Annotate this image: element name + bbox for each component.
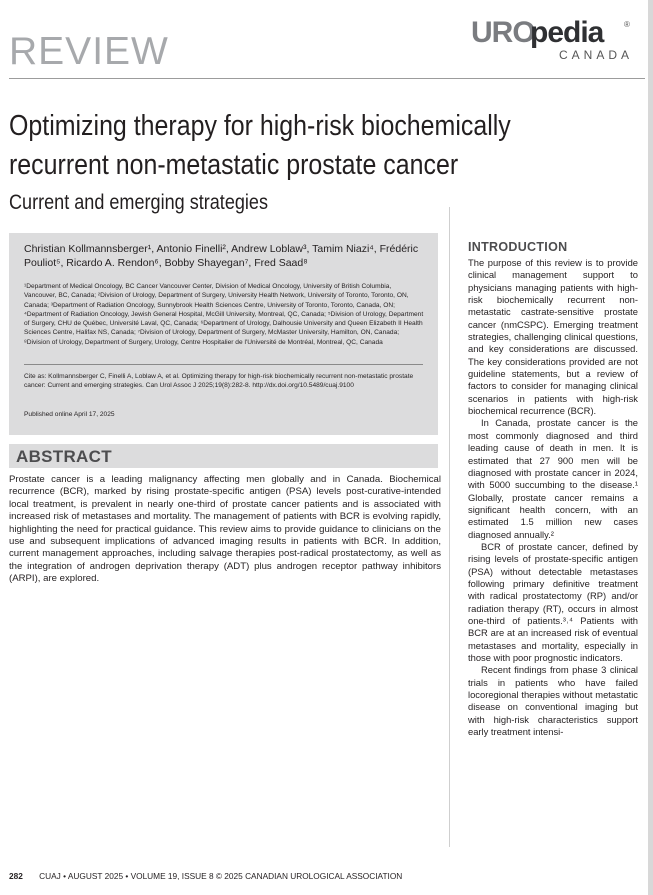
author-affiliations: ¹Department of Medical Oncology, BC Cancer Vancouver Center, Division of Medical Oncology, University of British Columbia, Vancouver, BC, Canada; ²Division of Urology, Department of Surgery, University Health Network, University of Toronto, Toronto, ON, Canada; ³Department of Radiation Oncology, Sunnybrook Health Sciences Centre, University of Toronto, Toronto, Canada, ON; ⁴Department of Radiation Oncology, Jewish General Hospital, McGill University, Montreal, QC, Canada; ⁵Division of Urology, Department of Surgery, CHU de Québec, Université Laval, QC, Canada; ⁶Department of Urology, Dalhousie University and Queen Elizabeth II Health Sciences Centre, Halifax NS, Canada; ⁷Division of Urology, Department of Surgery, McMaster University, Hamilton, ON, Canada; ⁸Division of Urology, Department of Surgery, Urology, Centre Hospitalier de l'Université de Montréal, Montreal, QC, Canada [24,283,424,346]
introduction-heading: INTRODUCTION [468,240,568,254]
article-subtitle: Current and emerging strategies [9,191,269,214]
page-number: 282 [9,871,23,881]
abstract-heading-bar [9,444,438,468]
citation-text: Cite as: Kollmannsberger C, Finelli A, Loblaw A, et al. Optimizing therapy for high-risk biochemically recurrent non-metastatic prostate cancer: Current and emerging strategies. Can Urol Assoc J 2025;19(8):282-8. http://dx.doi.org/10.5489/cuaj.9100 [24,373,414,390]
intro-paragraph: In Canada, prostate cancer is the most commonly diagnosed and third leading cause of death in men. It is estimated that 27 900 men will be diagnosed with prostate cancer in 2024, with 5000 succumbing to the disease.¹ Globally, prostate cancer remains a significant health concern, with an estimated 1.5 million new cases diagnosed annually.² [468,417,638,540]
section-label: REVIEW [9,30,169,73]
logo-pedia-text: pedia [530,16,604,49]
abstract-text: Prostate cancer is a leading malignancy affecting men globally and in Canada. Biochemical recurrence (BCR), marked by rising prostate-specific antigen (PSA) levels post-curative-intended local treatment, is prevalent in nearly one-third of prostate cancer patients and is associated with increased risk of metastases and mortality. The management of patients with BCR is evolving rapidly, highlighting the need for practical guidance. This review aims to provide guidance to clinicians on the use and subsequent implications of advanced imaging results in patients with BCR. In addition, current management approaches, including salvage therapies post-radical prostatectomy, as well as the integration of androgen deprivation therapy (ADT) plus androgen receptor pathway inhibitors (ARPI), are explored. [9,474,441,585]
page-footer [9,871,402,881]
header-rule [9,78,645,79]
intro-paragraph: Recent findings from phase 3 clinical trials in patients who have failed locoregional therapies without metastatic disease on conventional imaging but with high-risk characteristics support early treatment intensi- [468,664,638,738]
column-divider [449,207,450,847]
logo-registered-mark: ® [624,20,630,29]
intro-paragraph: The purpose of this review is to provide clinical management support to physicians managing patients with high-risk biochemically recurrent non-metastatic castrate-sensitive prostate cancer (nmCSPC). Emerging treatment strategies, challenging clinical questions, and key considerations are discussed. The key considerations provided are not guideline statements, but a review of factors to consider for managing clinical scenarios in patients with high-risk biochemical recurrence (BCR). [468,257,638,417]
published-date: Published online April 17, 2025 [24,411,115,418]
abstract-heading: ABSTRACT [16,447,112,466]
author-info-box [9,233,438,435]
uropedia-logo [471,18,637,68]
intro-paragraph: BCR of prostate cancer, defined by rising levels of prostate-specific antigen (PSA) without detectable metastases following primary definitive treatment with radical prostatectomy (RP) and/or radiation therapy (RT), occurs in almost one-third of patients.³˒⁴ Patients with BCR are at an increased risk of eventual metastases and mortality, especially in those with poor prognostic indicators. [468,540,638,663]
journal-info: CUAJ • AUGUST 2025 • VOLUME 19, ISSUE 8 © 2025 CANADIAN UROLOGICAL ASSOCIATION [39,871,403,881]
affiliation-divider [24,364,423,365]
author-list: Christian Kollmannsberger¹, Antonio Finelli², Andrew Loblaw³, Tamim Niazi⁴, Frédéric Pouliot⁵, Ricardo A. Rendon⁶, Bobby Shayegan⁷, Fred Saad⁸ [24,243,419,269]
introduction-body [468,257,638,738]
page-edge-shadow [648,0,653,895]
logo-country-text: CANADA [559,48,634,62]
article-title: Optimizing therapy for high-risk biochemically recurrent non-metastatic prostate cancer [9,110,511,181]
logo-uro-text: URO [471,16,535,49]
